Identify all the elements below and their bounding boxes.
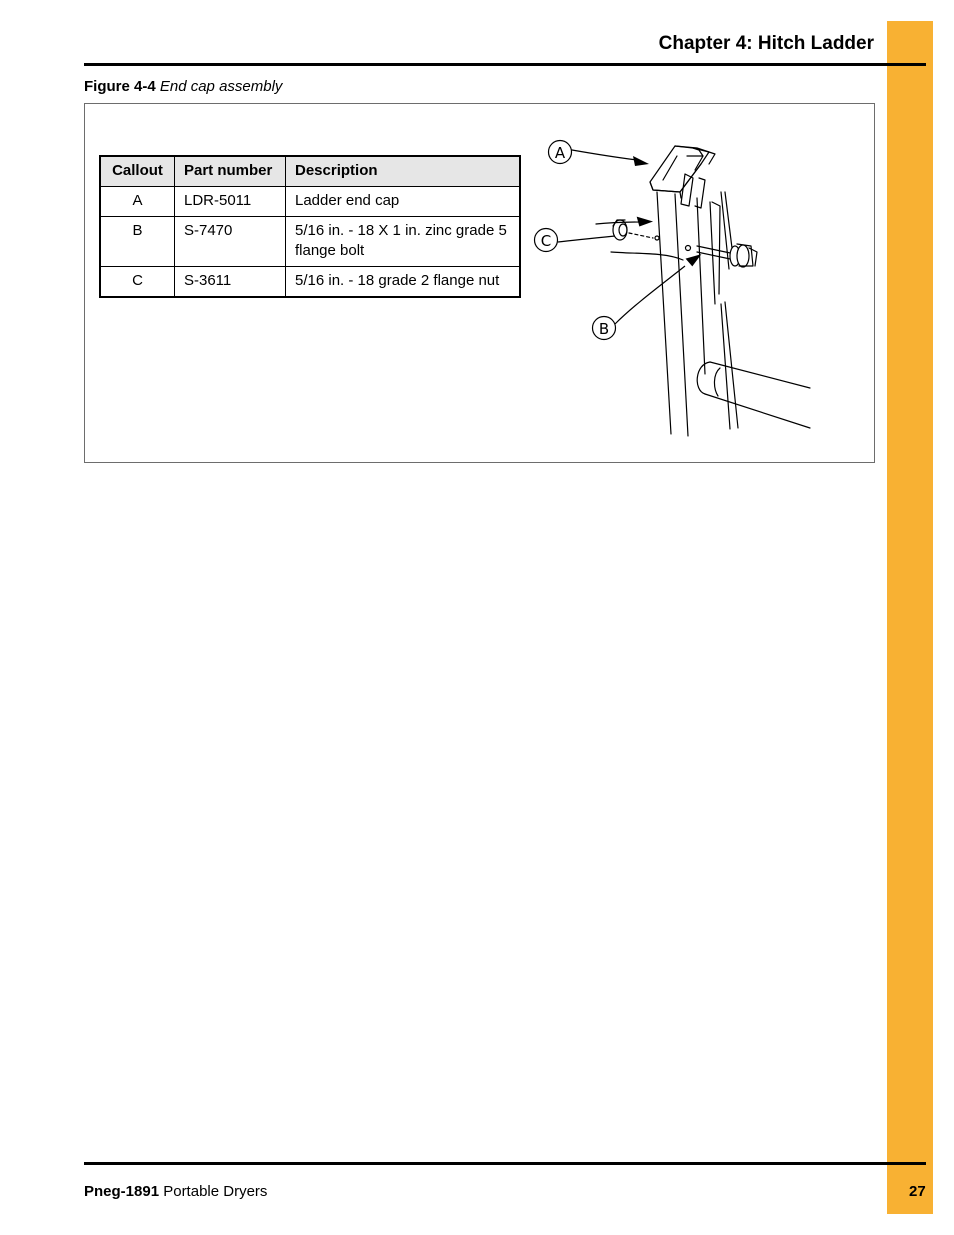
footer-rule: [84, 1162, 926, 1165]
figure-title: End cap assembly: [159, 78, 283, 95]
parts-table: [99, 155, 521, 298]
footer-document: [84, 1183, 267, 1200]
table-row: [100, 267, 520, 298]
figure-number: Figure 4-4: [84, 78, 156, 95]
header-rule: [84, 63, 926, 66]
cell-callout: C: [100, 267, 175, 298]
ladder-end-cap: [650, 146, 715, 208]
svg-text:C: C: [540, 232, 552, 250]
page-number: 27: [909, 1183, 926, 1200]
figure-caption: [84, 78, 282, 95]
cell-description: Ladder end cap: [286, 187, 521, 217]
footer-doc-code: Pneg-1891: [84, 1183, 160, 1200]
callout-a: [549, 141, 572, 164]
leader-line-b: [615, 266, 685, 324]
callout-c: [535, 229, 558, 252]
column-header-callout: Callout: [100, 156, 175, 187]
ladder-rail: [657, 192, 738, 436]
footer-doc-title: Portable Dryers: [163, 1183, 268, 1200]
cell-part-number: LDR-5011: [175, 187, 286, 217]
svg-text:B: B: [598, 320, 610, 338]
ladder-rung: [697, 362, 810, 428]
table-header-row: [100, 156, 520, 187]
end-cap-assembly-drawing: [525, 134, 825, 444]
column-header-description: Description: [286, 156, 521, 187]
leader-line-c: [558, 236, 615, 242]
callout-b: [593, 317, 616, 340]
svg-text:A: A: [554, 144, 566, 162]
cell-callout: A: [100, 187, 175, 217]
flange-nut: [613, 220, 691, 251]
chapter-side-tab: [887, 21, 933, 1214]
cell-part-number: S-3611: [175, 267, 286, 298]
cell-callout: B: [100, 217, 175, 267]
table-row: [100, 217, 520, 267]
chapter-title: Chapter 4: Hitch Ladder: [658, 33, 874, 54]
cell-part-number: S-7470: [175, 217, 286, 267]
cell-description: 5/16 in. - 18 grade 2 flange nut: [286, 267, 521, 298]
cell-description: 5/16 in. - 18 X 1 in. zinc grade 5 flange bolt: [286, 217, 521, 267]
column-header-part-number: Part number: [175, 156, 286, 187]
table-row: [100, 187, 520, 217]
figure-box: [84, 103, 875, 463]
